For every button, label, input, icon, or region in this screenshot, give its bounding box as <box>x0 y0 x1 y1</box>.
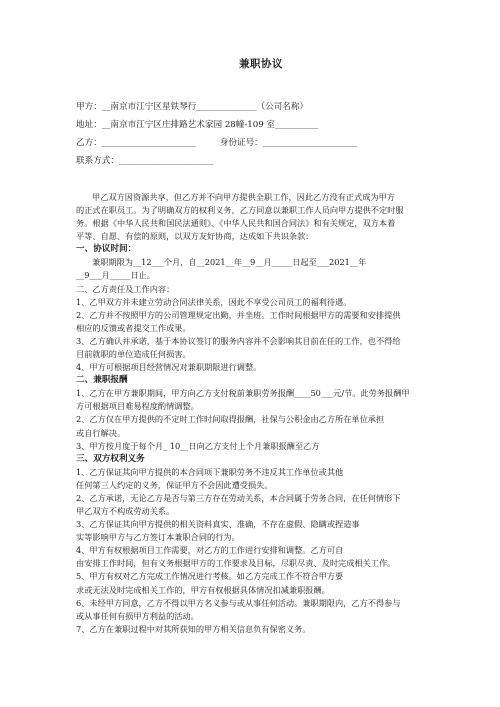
intro-line: 甲乙双方因资源共享，但乙方并不向甲方提供全职工作，因此乙方没有正式成为甲方 <box>92 192 395 202</box>
section-heading-rights: 三、双方权利义务 <box>76 453 145 464</box>
section-line: 兼职期限为__12___个月，自__2021__年__9__月_____日起至___2021__年 <box>92 257 367 268</box>
section-line: 1、乙方在甲方兼职期间，甲方向乙方支付税前兼职劳务报酬____50___元/节。此劳务报酬甲 <box>76 388 410 399</box>
party-a-value: __南京市江宁区星铁琴行______________（公司名称） <box>101 102 309 112</box>
section-line: __9___月_____日止。 <box>76 270 155 281</box>
contact-field <box>76 155 446 167</box>
section-line: 甲乙双方不构成劳动关系。 <box>76 505 175 516</box>
section-line: 方可根据项目难易程度酌情调整。 <box>76 401 199 412</box>
section-line: 2、乙方承诺，无论乙方是否与第三方存在劳动关系，本合同属于劳务合同，在任何情形下 <box>76 492 401 503</box>
address-field <box>76 119 446 131</box>
document-title: 兼职协议 <box>239 58 283 70</box>
section-heading-term: 一、协议时间： <box>76 244 137 255</box>
section-line: 目前就职的单位造成任何损害。 <box>76 349 191 360</box>
address-value: __南京市江宁区庄排路艺术家园 28幢-109 室__________ <box>101 120 318 130</box>
section-line: 1、乙甲双方并未建立劳动合同法律关系，因此不享受公司员工的福利待遇。 <box>76 296 352 307</box>
intro-paragraph <box>76 191 446 243</box>
id-number-label: 身份证号： <box>219 138 263 148</box>
contact-label: 联系方式： <box>76 156 119 166</box>
section-line: 3、乙方保证其向甲方提供的相关资料真实、准确，不存在虚假、隐瞒或捏造事 <box>76 519 360 530</box>
section-line: 4、甲方有权根据项目工作需要，对乙方的工作进行安排和调整。乙方可自 <box>76 545 344 556</box>
section-line: 6、未经甲方同意，乙方不得以甲方名义参与或从事任何活动。兼职期限内，乙方不得参与 <box>76 597 401 608</box>
contact-value: ______________________ <box>118 156 214 166</box>
section-line: 任何第三人约定的义务，保证甲方不会因此遭受损失。 <box>76 479 273 490</box>
section-line: 1、乙方保证其向甲方提供的本合同项下兼职劳务不违反其工作单位或其他 <box>76 466 344 477</box>
section-line: 7、乙方在兼职过程中对其所获知的甲方相关信息负有保密义务。 <box>76 623 311 634</box>
party-b-field <box>76 137 446 149</box>
section-line: 由安排工作时间，但有义务根据甲方的工作要求及目标，尽职尽责、及时完成相关工作。 <box>76 558 396 569</box>
section-line: 实等影响甲方与乙方签订本兼职合同的行为。 <box>76 532 240 543</box>
section-line: 5、甲方有权对乙方完成工作情况进行考核。如乙方完成工作不符合甲方要 <box>76 571 344 582</box>
party-a-label: 甲方： <box>76 102 102 112</box>
section-heading-duties: 二、乙方责任及工作内容： <box>76 283 175 294</box>
address-label: 地址： <box>76 120 102 130</box>
intro-line: 平等、自愿、有偿的原则，以双方友好协商，达成如下共识条款： <box>76 231 314 242</box>
section-line: 2、乙方仅在甲方提供的不定时工作时间取得报酬，社保与公积金由乙方所在单位承担 <box>76 414 385 425</box>
party-b-value: ______________________ <box>101 138 197 148</box>
party-a-field <box>76 101 446 113</box>
section-line: 求或无法及时完成相关工作的，甲方有权根据具体情况扣减兼职报酬。 <box>76 584 330 595</box>
section-line: 或从事任何有损甲方利益的活动。 <box>76 610 199 621</box>
section-line: 相应的反馈或者提交工作成果。 <box>76 322 191 333</box>
section-line: 3、乙方确认并承诺，基于本协议签订的服务内容并不会影响其目前在任的工作，也不得给 <box>76 335 401 346</box>
intro-line: 务。根据《中华人民共和国民法通则》、《中华人民共和国合同法》和有关规定，双方本着 <box>76 218 396 229</box>
section-line: 2、乙方并不按照甲方的公司管理规定出勤，并坐班。工作时间根据甲方的需要和安排提供 <box>76 309 401 320</box>
section-line: 3、甲方按月度于每个月_ 10__日向乙方支付上个月兼职报酬至乙方 <box>76 440 320 451</box>
intro-line: 的正式在职员工。为了明确双方的权利义务，乙方同意以兼职工作人员向甲方提供不定时服 <box>76 205 404 216</box>
id-number-value: ______________________ <box>262 138 358 148</box>
section-line: 4、甲方可根据项目经营情况对兼职期限进行调整。 <box>76 362 262 373</box>
section-line: 或自行解决。 <box>76 427 126 438</box>
section-heading-pay: 二、兼职报酬 <box>76 375 128 386</box>
party-b-label: 乙方： <box>76 138 102 148</box>
